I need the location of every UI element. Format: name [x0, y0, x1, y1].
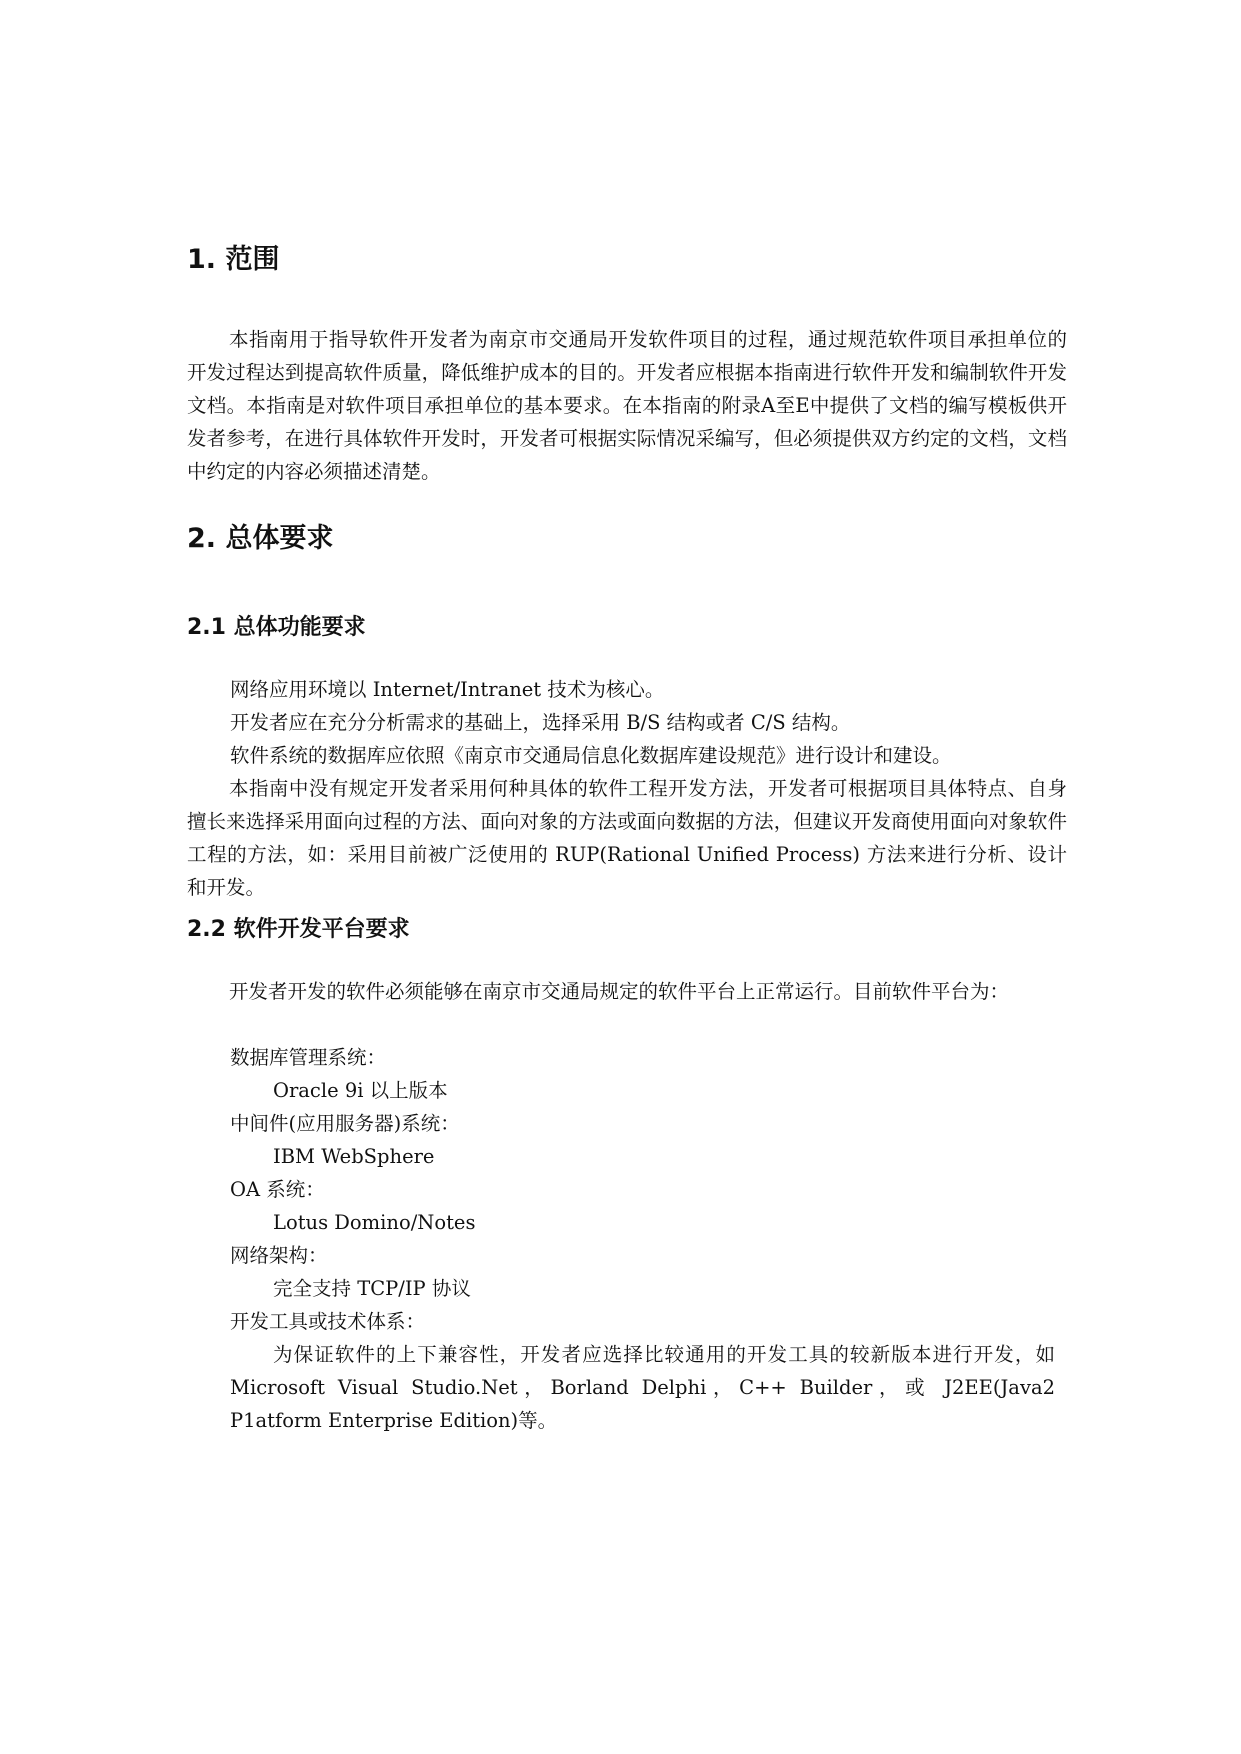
section-2-1-line: 开发者应在充分分析需求的基础上，选择采用 B/S 结构或者 C/S 结构。: [230, 711, 851, 734]
section-2-1-line: 软件系统的数据库应依照《南京市交通局信息化数据库建设规范》进行设计和建设。: [230, 744, 952, 767]
section-2-2-heading: 2.2 软件开发平台要求: [187, 917, 410, 942]
platform-item-value: 完全支持 TCP/IP 协议: [273, 1277, 471, 1300]
platform-item-label: 网络架构：: [230, 1244, 328, 1267]
platform-item-label: OA 系统：: [230, 1178, 325, 1201]
section-2-1-paragraph: 本指南中没有规定开发者采用何种具体的软件工程开发方法，开发者可根据项目具体特点、自身擅长来选择采用面向过程的方法、面向对象的方法或面向数据的方法，但建议开发商使用面向对象软件工程的方法，如：采用目前被广泛使用的 RUP(Rational Unified Process) 方法来进行分析、设计和开发。: [187, 777, 1067, 899]
platform-item-value: Oracle 9i 以上版本: [273, 1079, 448, 1102]
section-1-paragraph: 本指南用于指导软件开发者为南京市交通局开发软件项目的过程，通过规范软件项目承担单位的开发过程达到提高软件质量，降低维护成本的目的。开发者应根据本指南进行软件开发和编制软件开发文档。本指南是对软件项目承担单位的基本要求。在本指南的附录A至E中提供了文档的编写模板供开发者参考，在进行具体软件开发时，开发者可根据实际情况采编写，但必须提供双方约定的文档，文档中约定的内容必须描述清楚。: [187, 328, 1067, 483]
platform-item-label: 数据库管理系统：: [230, 1046, 387, 1069]
platform-item-label: 中间件(应用服务器)系统：: [230, 1112, 460, 1135]
section-2-1-heading: 2.1 总体功能要求: [187, 615, 366, 640]
section-2-2-paragraph: 开发者开发的软件必须能够在南京市交通局规定的软件平台上正常运行。目前软件平台为：: [229, 980, 1010, 1003]
tools-label: 开发工具或技术体系：: [230, 1310, 426, 1333]
tools-paragraph: 为保证软件的上下兼容性，开发者应选择比较通用的开发工具的较新版本进行开发，如 Microsoft Visual Studio.Net，Borland Delphi，C++ Builder，或 J2EE(Java2 P1atform Enterprise Edition)等。: [230, 1343, 1055, 1432]
section-2-1-line: 网络应用环境以 Internet/Intranet 技术为核心。: [230, 678, 665, 701]
platform-item-value: IBM WebSphere: [273, 1145, 435, 1168]
platform-item-value: Lotus Domino/Notes: [273, 1211, 476, 1234]
section-2-heading: 2. 总体要求: [187, 523, 334, 554]
section-1-heading: 1. 范围: [187, 244, 280, 275]
